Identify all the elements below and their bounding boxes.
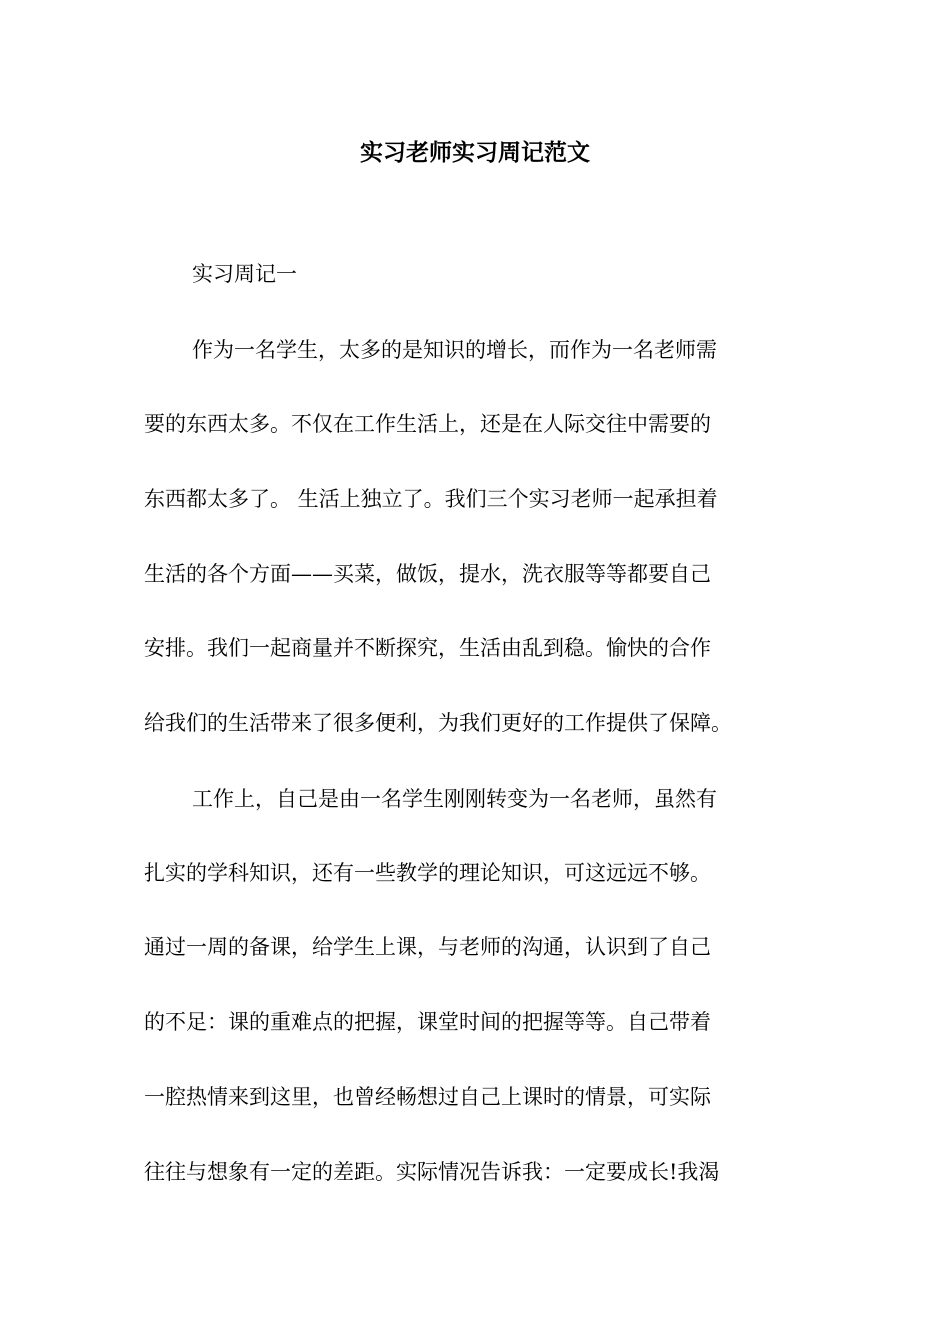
paragraph-line: 要的东西太多。不仅在工作生活上，还是在人际交往中需要的	[144, 412, 711, 436]
paragraph-line: 作为一名学生，太多的是知识的增长，而作为一名老师需	[192, 338, 717, 362]
section-heading: 实习周记一	[192, 262, 297, 286]
paragraph-line: 扎实的学科知识，还有一些教学的理论知识，可这远远不够。	[144, 861, 711, 885]
paragraph-line: 工作上，自己是由一名学生刚刚转变为一名老师，虽然有	[192, 787, 717, 811]
paragraph-line: 给我们的生活带来了很多便利，为我们更好的工作提供了保障。	[144, 711, 732, 735]
paragraph-line: 东西都太多了。 生活上独立了。我们三个实习老师一起承担着	[144, 487, 718, 511]
paragraph-line: 往往与想象有一定的差距。实际情况告诉我：一定要成长!我渴	[144, 1160, 720, 1184]
paragraph-line: 一腔热情来到这里，也曾经畅想过自己上课时的情景，可实际	[144, 1085, 711, 1109]
document-title: 实习老师实习周记范文	[360, 139, 590, 166]
paragraph-line: 生活的各个方面——买菜，做饭，提水，洗衣服等等都要自己	[144, 562, 711, 586]
paragraph-line: 的不足：课的重难点的把握，课堂时间的把握等等。自己带着	[144, 1010, 711, 1034]
paragraph-line: 通过一周的备课，给学生上课，与老师的沟通，认识到了自己	[144, 935, 711, 959]
paragraph-line: 安排。我们一起商量并不断探究，生活由乱到稳。愉快的合作	[144, 636, 711, 660]
